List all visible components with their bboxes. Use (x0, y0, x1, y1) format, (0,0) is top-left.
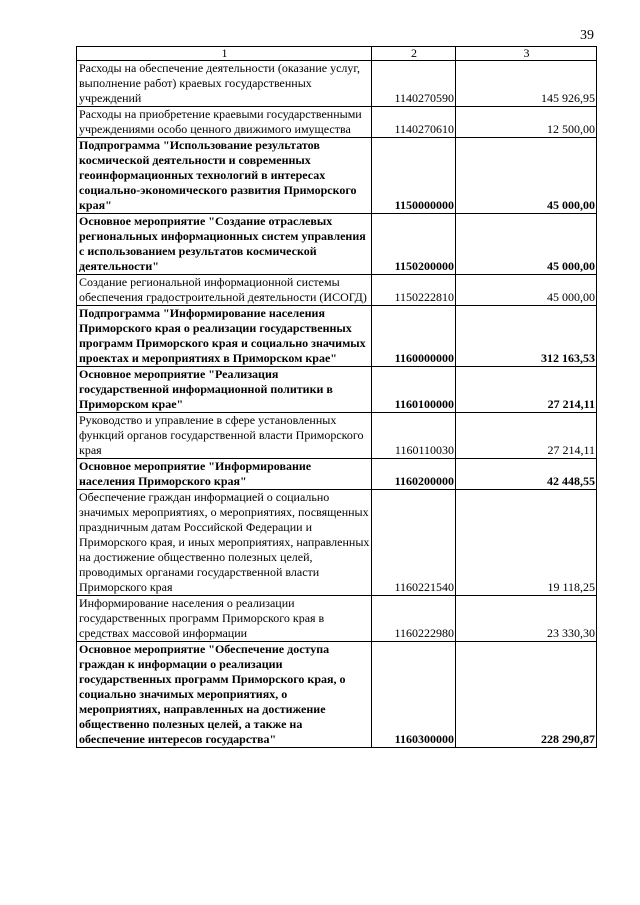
row-name-cell: Расходы на обеспечение деятельности (оказание услуг, выполнение работ) краевых государственных учреждений (77, 61, 372, 107)
row-code-cell: 1140270590 (372, 61, 456, 107)
row-code-cell: 1160300000 (372, 642, 456, 748)
table-row (77, 61, 597, 107)
row-amount-cell: 27 214,11 (456, 367, 597, 413)
row-code-cell: 1150000000 (372, 138, 456, 214)
row-name-cell: Обеспечение граждан информацией о социально значимых мероприятиях, о мероприятиях, посвященных праздничным датам Российской Федерации и Приморского края, и иных мероприятиях, направленных на достижение общественно полезных целей, проводимых органами государственной власти Приморского края (77, 490, 372, 596)
column-header-2: 2 (372, 47, 456, 61)
table-row (77, 459, 597, 490)
row-code-cell: 1150200000 (372, 214, 456, 275)
table-body (77, 47, 597, 748)
table-row (77, 214, 597, 275)
row-name-cell: Расходы на приобретение краевыми государственными учреждениями особо ценного движимого имущества (77, 107, 372, 138)
row-code-cell: 1160200000 (372, 459, 456, 490)
table-row (77, 306, 597, 367)
row-amount-cell: 45 000,00 (456, 138, 597, 214)
budget-table (76, 46, 597, 748)
row-code-cell: 1160222980 (372, 596, 456, 642)
row-amount-cell: 145 926,95 (456, 61, 597, 107)
row-code-cell: 1140270610 (372, 107, 456, 138)
row-name-cell: Основное мероприятие "Реализация государственной информационной политики в Приморском крае" (77, 367, 372, 413)
column-header-row (77, 47, 597, 61)
row-name-cell: Руководство и управление в сфере установленных функций органов государственной власти Приморского края (77, 413, 372, 459)
table-row (77, 596, 597, 642)
column-header-3: 3 (456, 47, 597, 61)
column-header-1: 1 (77, 47, 372, 61)
row-amount-cell: 45 000,00 (456, 275, 597, 306)
table-row (77, 138, 597, 214)
table-row (77, 413, 597, 459)
row-amount-cell: 312 163,53 (456, 306, 597, 367)
row-name-cell: Информирование населения о реализации государственных программ Приморского края в средствах массовой информации (77, 596, 372, 642)
row-code-cell: 1160100000 (372, 367, 456, 413)
row-name-cell: Создание региональной информационной системы обеспечения градостроительной деятельности (ИСОГД) (77, 275, 372, 306)
table-row (77, 642, 597, 748)
table-row (77, 107, 597, 138)
row-code-cell: 1160110030 (372, 413, 456, 459)
table-row (77, 275, 597, 306)
row-amount-cell: 23 330,30 (456, 596, 597, 642)
table-row (77, 490, 597, 596)
row-name-cell: Подпрограмма "Информирование населения Приморского края о реализации государственных программ Приморского края и социально значимых проектах и мероприятиях в Приморском крае" (77, 306, 372, 367)
row-name-cell: Основное мероприятие "Создание отраслевых региональных информационных систем управления с использованием результатов космической деятельности" (77, 214, 372, 275)
row-amount-cell: 27 214,11 (456, 413, 597, 459)
row-code-cell: 1150222810 (372, 275, 456, 306)
page-number: 39 (580, 28, 594, 43)
row-amount-cell: 12 500,00 (456, 107, 597, 138)
row-amount-cell: 45 000,00 (456, 214, 597, 275)
row-code-cell: 1160221540 (372, 490, 456, 596)
row-amount-cell: 228 290,87 (456, 642, 597, 748)
row-code-cell: 1160000000 (372, 306, 456, 367)
row-amount-cell: 19 118,25 (456, 490, 597, 596)
row-amount-cell: 42 448,55 (456, 459, 597, 490)
row-name-cell: Подпрограмма "Использование результатов космической деятельности и современных геоинформационных технологий в интересах социально-экономического развития Приморского края" (77, 138, 372, 214)
row-name-cell: Основное мероприятие "Информирование населения Приморского края" (77, 459, 372, 490)
table-row (77, 367, 597, 413)
row-name-cell: Основное мероприятие "Обеспечение доступа граждан к информации о реализации государственных программ Приморского края, о социально значимых мероприятиях, о мероприятиях, направленных на достижение общественно полезных целей, а также на обеспечение интересов государства" (77, 642, 372, 748)
